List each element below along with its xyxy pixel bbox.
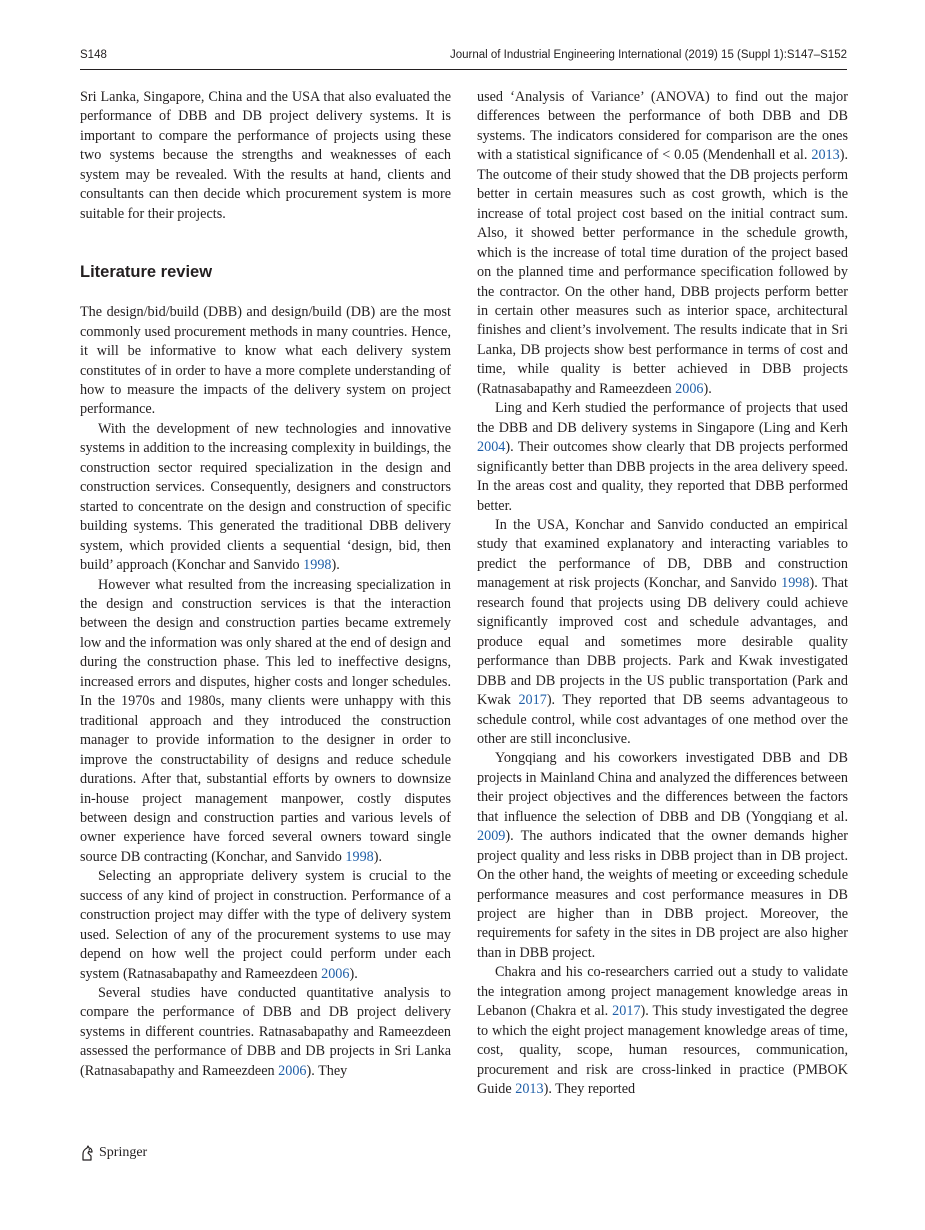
citation-link[interactable]: 2006: [675, 380, 704, 397]
header-rule: [80, 69, 847, 70]
citation-link[interactable]: 2013: [515, 1081, 544, 1098]
page-number: S148: [80, 49, 107, 61]
section-heading: Literature review: [80, 263, 213, 282]
paragraph: The design/bid/build (DBB) and design/build (DB) are the most commonly used procurement methods in many countries. Hence, it will be informative to know what each delivery system constitutes of in order to have a more complete understanding of how to measure the impacts of the delivery system on project performance.: [80, 304, 451, 418]
journal-citation: Journal of Industrial Engineering International (2019) 15 (Suppl 1):S147–S152: [449, 49, 847, 61]
left-column: [80, 88, 451, 1081]
citation-link[interactable]: 2017: [612, 1003, 641, 1020]
paragraph: However what resulted from the increasing specialization in the design and construction services is that the interaction between the design and construction parties became extremely low and the information was only shared at the end of design and during the construction phase. This led to ineffective designs, increased errors and disputes, higher costs and longer schedules. In the 1970s and 1980s, many clients were unhappy with this traditional approach and they introduced the construction manager to provide information to the designer in order to improve the constructability of designs and reduce schedule durations. After that, substantial efforts by owners to downsize in-house project management manpower, costly disputes between design and construction parties and various levels of owner experience have forced several owners toward single source DB contracting (Konchar, and Sanvido 1998).: [80, 576, 451, 865]
running-header: [80, 49, 847, 69]
paragraph: Yongqiang and his coworkers investigated DBB and DB projects in Mainland China and analyzed the differences between their project objectives and the differences between the factors that influence the selection of DBB and DB (Yongqiang et al. 2009). The authors indicated that the owner demands higher project quality and less risks in DBB project than in DB project. On the other hand, the weights of meeting or exceeding schedule performance measures and cost performance measures in DB project are higher than in DBB project. Moreover, the requirements for safety in the sites in DB project are also higher than in DBB project.: [477, 750, 848, 961]
paragraph: Chakra and his co-researchers carried out a study to validate the integration among project management knowledge areas in Lebanon (Chakra et al. 2017). This study investigated the degree to which the eight project management knowledge areas of time, cost, quality, scope, human resources, communication, procurement and risk are cross-linked in practice (PMBOK Guide 2013). They reported: [477, 964, 848, 1098]
citation-link[interactable]: 1998: [781, 575, 810, 592]
citation-link[interactable]: 2006: [321, 965, 350, 982]
springer-horse-icon: [80, 1145, 94, 1161]
paragraph: used ‘Analysis of Variance’ (ANOVA) to find out the major differences between the performance of both DBB and DB systems. The indicators considered for comparison are the ones with a statistical significance of < 0.05 (Mendenhall et al. 2013). The outcome of their study showed that the DB projects perform better in certain measures such as cost growth, which is the increase of total project cost based on the initial contract sum. Also, it showed better performance in the schedule growth, which is the increase of total time duration of the project based on the planned time and performance specification followed by the contractor. On the other hand, DBB projects perform better in certain other measures such as interior space, architectural finishes and client’s involvement. The results indicate that in Sri Lanka, DB projects show best performance in terms of cost and time, while quality is better achieved in DBB projects (Ratnasabapathy and Rameezdeen 2006).: [477, 89, 848, 397]
citation-link[interactable]: 2013: [811, 147, 840, 164]
citation-link[interactable]: 1998: [303, 557, 332, 574]
citation-link[interactable]: 2004: [477, 439, 506, 456]
citation-link[interactable]: 2009: [477, 828, 506, 845]
citation-link[interactable]: 2006: [278, 1062, 307, 1079]
publisher-name: Springer: [99, 1145, 148, 1160]
paragraph: In the USA, Konchar and Sanvido conducted an empirical study that examined explanatory and interacting variables to predict the performance of DB, DBB and construction management at risk projects (Konchar, and Sanvido 1998). That research found that projects using DB delivery could achieve significantly improved cost and schedule advantages, and produce equal and sometimes more desirable quality performance than DBB projects. Park and Kwak investigated DBB and DB projects in the US public transportation (Park and Kwak 2017). They reported that DB seems advantageous to schedule control, while cost advantages of one method over the other are still inconclusive.: [477, 516, 849, 747]
publisher-footer: [80, 1145, 147, 1161]
paragraph: With the development of new technologies and innovative systems in addition to the increasing complexity in buildings, the construction sector required specialization in the design and construction services. Consequently, designers and constructors started to concentrate on the design and construction of specific building systems. This generated the traditional DBB delivery system, which provided clients a sequential ‘design, bid, then build’ approach (Konchar and Sanvido 1998).: [80, 420, 451, 574]
citation-link[interactable]: 1998: [345, 848, 374, 865]
paragraph: Ling and Kerh studied the performance of projects that used the DBB and DB delivery systems in Singapore (Ling and Kerh 2004). Their outcomes show clearly that DB projects performed significantly better than DBB projects in the area delivery speed. In the areas cost and quality, they reported that DBB performed better.: [477, 400, 848, 514]
citation-link[interactable]: 2017: [518, 692, 547, 709]
paragraph: Several studies have conducted quantitative analysis to compare the performance of DBB and DB project delivery systems in different countries. Ratnasabapathy and Rameezdeen assessed the performance of DBB and DB projects in Sri Lanka (Ratnasabapathy and Rameezdeen 2006). They: [80, 985, 451, 1079]
paragraph: Selecting an appropriate delivery system is crucial to the success of any kind of project in construction. Performance of a construction project may differ with the type of delivery system used. Selection of any of the procurement systems to use may depend on how well the project could perform under each system (Ratnasabapathy and Rameezdeen 2006).: [80, 868, 451, 982]
paragraph: Sri Lanka, Singapore, China and the USA that also evaluated the performance of DBB and DB project delivery systems. It is important to compare the performance of projects using these two systems because the strengths and weaknesses of each system may be revealed. With the results at hand, clients and consultants can then decide which procurement system is more suitable for their projects.: [80, 89, 451, 222]
right-column: [477, 88, 848, 1100]
